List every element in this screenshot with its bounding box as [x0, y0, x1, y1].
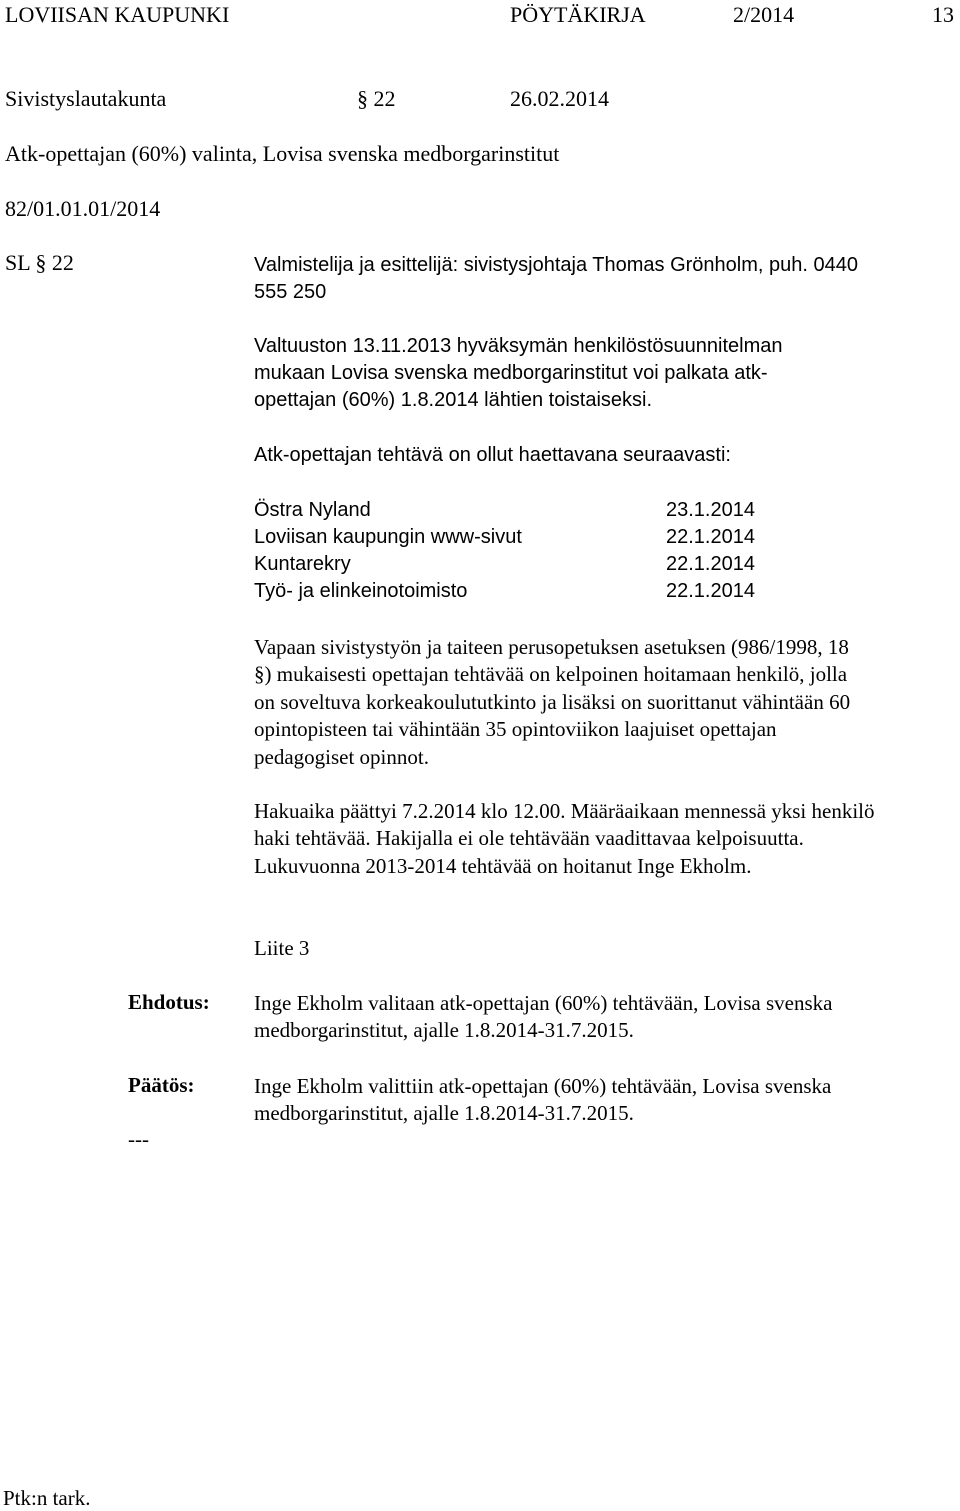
presenter-text: Valmistelija ja esittelijä: sivistysjohtaja Thomas Grönholm, puh. 0440 555 250 — [254, 254, 858, 303]
document-type: PÖYTÄKIRJA — [510, 2, 646, 27]
meeting-date: 26.02.2014 — [510, 86, 609, 111]
list-item — [254, 578, 754, 605]
paragraph-application: Hakuaika päättyi 7.2.2014 klo 12.00. Määräaikaan mennessä yksi henkilö haki tehtävää. Hakijalla ei ole tehtävään vaadittavaa kelpoisuutta. Lukuvuonna 2013-2014 tehtävää on hoitanut Inge Ekholm. — [254, 799, 875, 878]
page-number: 13 — [932, 2, 954, 27]
end-mark: --- — [128, 1127, 149, 1151]
section-number: § 22 — [357, 86, 396, 111]
paragraph-plan: Valtuuston 13.11.2013 hyväksymän henkilöstösuunnitelman mukaan Lovisa svenska medborgarinstitut voi palkata atk-opettajan (60%) 1.8.2014 lähtien toistaiseksi. — [254, 335, 783, 411]
proposal-label: Ehdotus: — [128, 990, 210, 1014]
paragraph-qualifications: Vapaan sivistystyön ja taiteen perusopetuksen asetuksen (986/1998, 18 §) mukaisesti opettajan tehtävää on kelpoinen hoitamaan henkilö, jolla on soveltuva korkeakoulututkinto ja lisäksi on suorittanut vähintään 60 opintopisteen tai vähintään 35 opintoviikon laajuiset opettajan pedagogiset opinnot. — [254, 635, 851, 769]
decision-text: Inge Ekholm valittiin atk-opettajan (60%) tehtävään, Lovisa svenska medborgarinstitut, ajalle 1.8.2014-31.7.2015. — [254, 1074, 832, 1126]
attachment-ref: Liite 3 — [254, 936, 310, 960]
posting-date: 22.1.2014 — [666, 580, 755, 602]
paragraph-postings-intro: Atk-opettajan tehtävä on ollut haettavana seuraavasti: — [254, 444, 731, 466]
item-label: SL § 22 — [5, 250, 74, 275]
subject-title: Atk-opettajan (60%) valinta, Lovisa svenska medborgarinstitut — [5, 141, 560, 166]
meeting-body: Sivistyslautakunta — [5, 86, 167, 111]
posting-channel: Loviisan kaupungin www-sivut — [254, 526, 522, 548]
posting-date: 22.1.2014 — [666, 553, 755, 575]
posting-date: 22.1.2014 — [666, 526, 755, 548]
posting-channel: Kuntarekry — [254, 553, 351, 575]
minutes-check-label: Ptk:n tark. — [3, 1486, 91, 1510]
org-name: LOVIISAN KAUPUNKI — [5, 2, 230, 27]
list-item — [254, 551, 754, 578]
decision-label: Päätös: — [128, 1073, 195, 1097]
posting-date: 23.1.2014 — [666, 499, 755, 521]
document-number: 2/2014 — [733, 2, 795, 27]
diary-number: 82/01.01.01/2014 — [5, 196, 161, 221]
posting-channel: Östra Nyland — [254, 499, 371, 521]
proposal-text: Inge Ekholm valitaan atk-opettajan (60%) tehtävään, Lovisa svenska medborgarinstitut, ajalle 1.8.2014-31.7.2015. — [254, 991, 833, 1043]
list-item — [254, 524, 754, 551]
posting-channel: Työ- ja elinkeinotoimisto — [254, 580, 468, 602]
list-item — [254, 497, 754, 524]
